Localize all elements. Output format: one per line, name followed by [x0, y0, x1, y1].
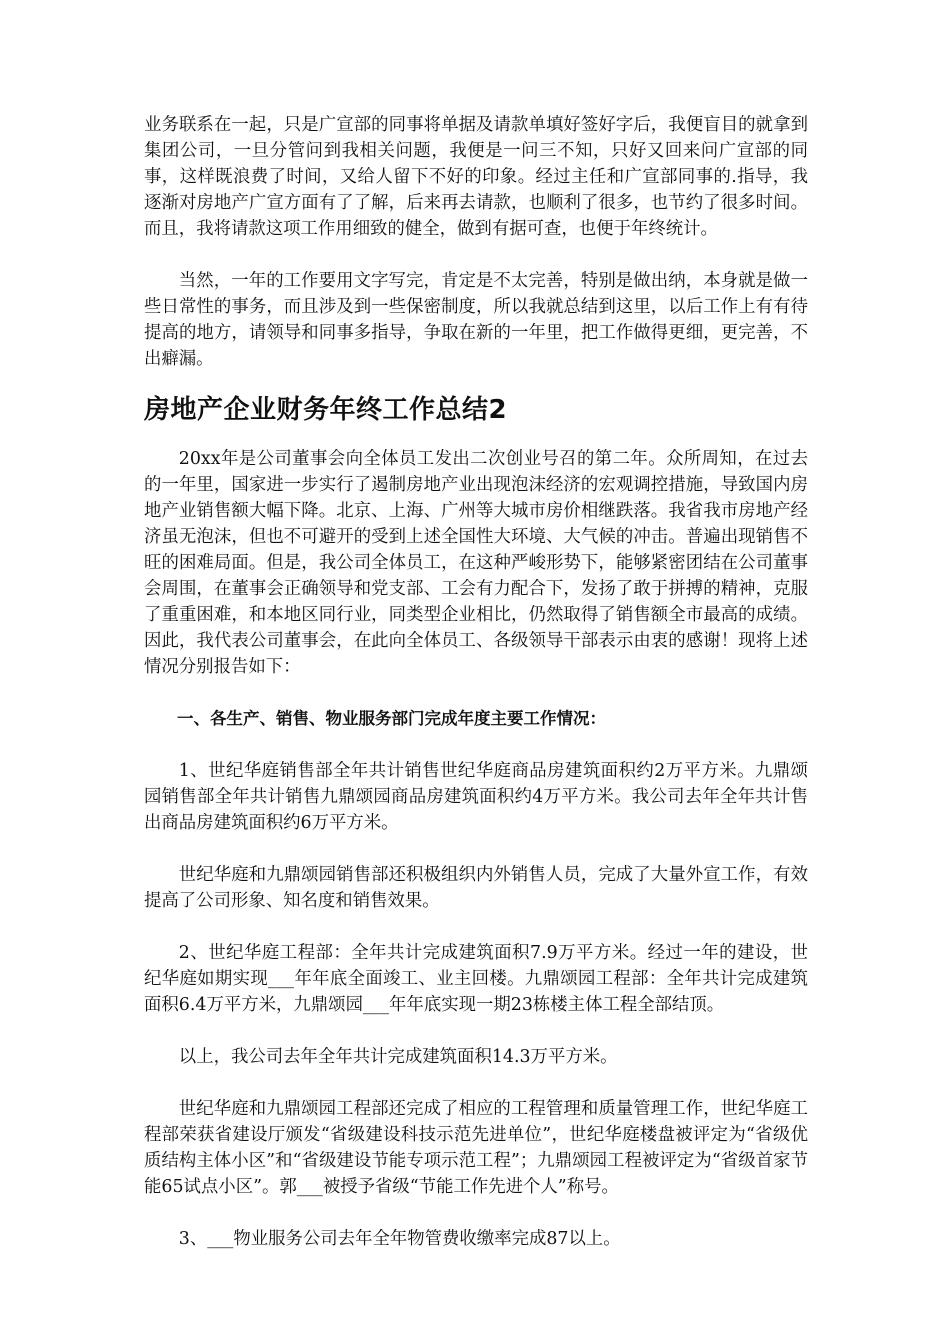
paragraph: 2、世纪华庭工程部：全年共计完成建筑面积7.9万平方米。经过一年的建设，世纪华庭如期实现___年年底全面竣工、业主回楼。九鼎颂园工程部：全年共计完成建筑面积6.4万平方米，九鼎颂园___年年底实现一期23栋楼主体工程全部结顶。	[144, 943, 808, 1015]
paragraph: 1、世纪华庭销售部全年共计销售世纪华庭商品房建筑面积约2万平方米。九鼎颂园销售部全年共计销售九鼎颂园商品房建筑面积约4万平方米。我公司去年全年共计售出商品房建筑面积约6万平方米。	[144, 761, 808, 833]
document-page	[144, 112, 808, 1278]
paragraph: 业务联系在一起，只是广宣部的同事将单据及请款单填好签好字后，我便盲目的就拿到集团公司，一旦分管问到我相关问题，我便是一问三不知，只好又回来问广宣部的同事，这样既浪费了时间，又给人留下不好的印象。经过主任和广宣部同事的.指导，我逐渐对房地产广宣方面有了了解，后来再去请款，也顺利了很多，也节约了很多时间。而且，我将请款这项工作用细致的健全，做到有据可查，也便于年终统计。	[144, 115, 808, 239]
paragraph: 以上，我公司去年全年共计完成建筑面积14.3万平方米。	[178, 1047, 618, 1067]
paragraph: 当然，一年的工作要用文字写完，肯定是不太完善，特别是做出纳，本身就是做一些日常性的事务，而且涉及到一些保密制度，所以我就总结到这里，以后工作上有有待提高的地方，请领导和同事多指导，争取在新的一年里，把工作做得更细，更完善，不出癖漏。	[144, 271, 808, 369]
paragraph: 世纪华庭和九鼎颂园工程部还完成了相应的工程管理和质量管理工作，世纪华庭工程部荣获省建设厅颁发“省级建设科技示范先进单位”，世纪华庭楼盘被评定为“省级优质结构主体小区”和“省级建设节能专项示范工程”；九鼎颂园工程被评定为“省级首家节能65试点小区”。郭___被授予省级“节能工作先进个人”称号。	[144, 1099, 808, 1197]
paragraph: 世纪华庭和九鼎颂园销售部还积极组织内外销售人员，完成了大量外宣工作，有效提高了公司形象、知名度和销售效果。	[144, 865, 808, 911]
section-heading: 一、各生产、销售、物业服务部门完成年度主要工作情况：	[177, 709, 606, 728]
document-title: 房地产企业财务年终工作总结2	[144, 395, 508, 425]
intro-paragraph: 20xx年是公司董事会向全体员工发出二次创业号召的第二年。众所周知，在过去的一年里，国家进一步实行了遏制房地产业出现泡沫经济的宏观调控措施，导致国内房地产业销售额大幅下降。北京、上海、广州等大城市房价相继跌落。我省我市房地产经济虽无泡沫，但也不可避开的受到上述全国性大环境、大气候的冲击。普遍出现销售不旺的困难局面。但是，我公司全体员工，在这种严峻形势下，能够紧密团结在公司董事会周围，在董事会正确领导和党支部、工会有力配合下，发扬了敢于拼搏的精神，克服了重重困难，和本地区同行业，同类型企业相比，仍然取得了销售额全市最高的成绩。因此，我代表公司董事会，在此向全体员工、各级领导干部表示由衷的感谢！现将上述情况分别报告如下：	[144, 449, 808, 677]
paragraph: 3、___物业服务公司去年全年物管费收缴率完成87以上。	[178, 1229, 621, 1249]
